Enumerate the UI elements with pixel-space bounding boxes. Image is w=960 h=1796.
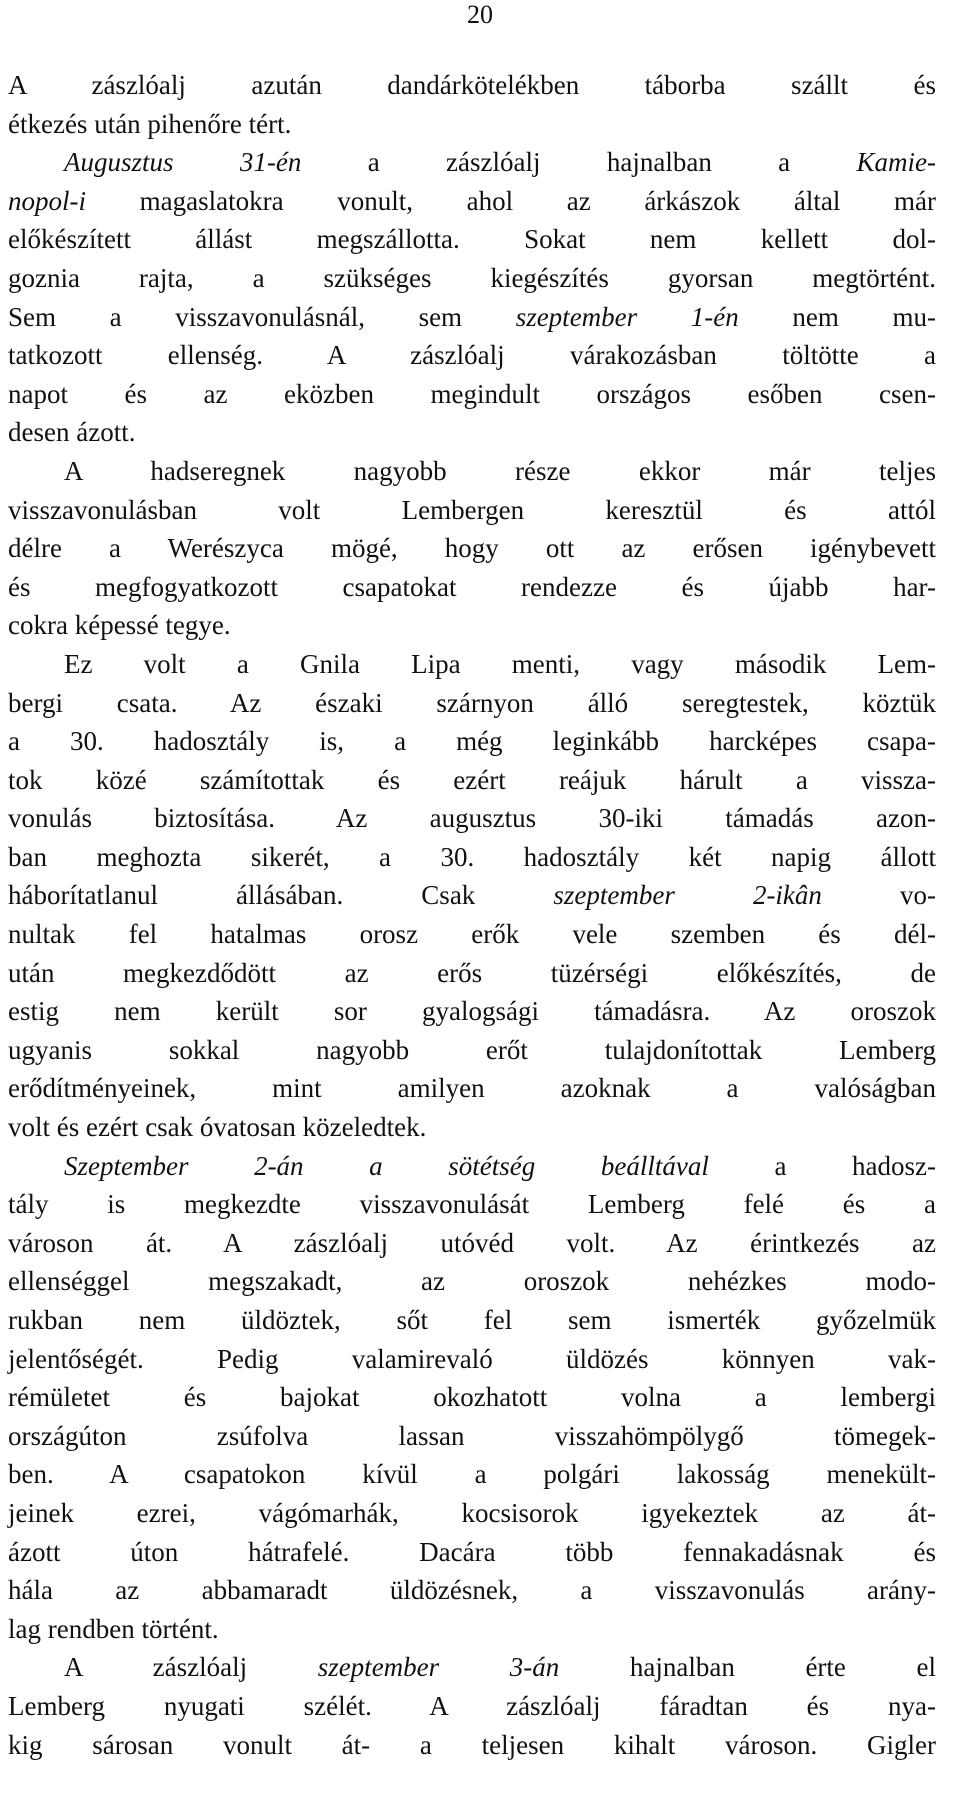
text-line [8, 915, 936, 954]
text-line [8, 1340, 936, 1379]
text-segment: után megkezdődött az erős tüzérségi előkészítés, de [8, 957, 936, 988]
text-segment: étkezés után pihenőre tért. [8, 108, 292, 139]
text-line [8, 761, 936, 800]
italic-text-segment: Szeptember 2-án a sötétség beálltával [64, 1150, 709, 1181]
text-segment: tatkozott ellenség. A zászlóalj várakozásban töltötte a [8, 340, 936, 371]
text-line [8, 568, 936, 607]
text-segment: városon át. A zászlóalj utóvéd volt. Az érintkezés az [8, 1227, 936, 1258]
text-segment: Lemberg nyugati szélét. A zászlóalj fáradtan és nya- [8, 1690, 936, 1721]
page-number: 20 [467, 0, 493, 29]
text-segment: a 30. hadosztály is, a még leginkább harcképes csapa- [8, 726, 936, 757]
text-segment: nultak fel hatalmas orosz erők vele szemben és dél- [8, 919, 936, 950]
document-body [8, 66, 936, 1764]
text-segment: országúton zsúfolva lassan visszahömpölygő tömegek- [8, 1420, 936, 1451]
text-segment: A hadseregnek nagyobb része ekkor már teljes [64, 455, 936, 486]
text-line [8, 799, 936, 838]
text-line [8, 1031, 936, 1070]
text-line [8, 220, 936, 259]
text-line [8, 529, 936, 568]
text-segment: A zászlóalj [64, 1652, 318, 1683]
text-line [8, 1687, 936, 1726]
text-line [8, 182, 936, 221]
text-segment: Ez volt a Gnila Lipa menti, vagy második Lem- [64, 648, 936, 679]
text-line [8, 1533, 936, 1572]
text-segment: a hadosz- [708, 1150, 937, 1181]
italic-text-segment: nopol-i [8, 185, 86, 216]
italic-text-segment: szeptember 2-ikân [553, 880, 822, 911]
text-segment: Sem a visszavonulásnál, sem [8, 301, 516, 332]
text-line [8, 1262, 936, 1301]
text-line [8, 1571, 936, 1610]
text-line [8, 992, 936, 1031]
text-line [8, 722, 936, 761]
text-line [8, 375, 936, 414]
text-segment: erődítményeinek, mint amilyen azoknak a valóságban [8, 1073, 936, 1104]
text-line [8, 1494, 936, 1533]
italic-text-segment: Kamie- [856, 147, 936, 178]
text-segment: lag rendben történt. [8, 1613, 219, 1644]
text-segment: hajnalban érte el [559, 1652, 936, 1683]
text-segment: estig nem került sor gyalogsági támadásra. Az oroszok [8, 996, 936, 1027]
text-line [8, 259, 936, 298]
text-segment: jeinek ezrei, vágómarhák, kocsisorok igyekeztek az át- [8, 1497, 936, 1528]
text-line [8, 66, 936, 105]
text-segment: ban meghozta sikerét, a 30. hadosztály két napig állott [8, 841, 936, 872]
text-segment: A zászlóalj azután dandárkötelékben táborba szállt és [8, 70, 936, 100]
text-segment: ázott úton hátrafelé. Dacára több fennakadásnak és [8, 1536, 936, 1567]
text-segment: visszavonulásban volt Lembergen keresztül és attól [8, 494, 936, 525]
text-line [8, 452, 936, 491]
text-line [8, 1224, 936, 1263]
text-line [8, 1108, 936, 1147]
text-line [8, 1378, 936, 1417]
text-segment: cokra képessé tegye. [8, 610, 231, 641]
text-segment: ellenséggel megszakadt, az oroszok nehézkes modo- [8, 1266, 936, 1297]
text-segment: nem mu- [738, 301, 936, 332]
text-line [8, 1417, 936, 1456]
text-segment: vonulás biztosítása. Az augusztus 30-iki támadás azon- [8, 803, 936, 834]
text-segment: magaslatokra vonult, ahol az árkászok által már [86, 185, 936, 216]
text-segment: tály is megkezdte visszavonulását Lemberg felé és a [8, 1189, 936, 1220]
text-line [8, 1301, 936, 1340]
text-segment: délre a Werészyca mögé, hogy ott az erősen igénybevett [8, 533, 936, 564]
text-line [8, 336, 936, 375]
text-segment: előkészített állást megszállotta. Sokat nem kellett dol- [8, 224, 936, 255]
text-segment: rémületet és bajokat okozhatott volna a lembergi [8, 1382, 936, 1413]
text-segment: hála az abbamaradt üldözésnek, a visszavonulás arány- [8, 1575, 936, 1606]
text-segment: bergi csata. Az északi szárnyon álló seregtestek, köztük [8, 687, 936, 718]
text-line [8, 1648, 936, 1687]
text-line [8, 1147, 936, 1186]
text-segment: volt és ezért csak óvatosan közeledtek. [8, 1112, 427, 1143]
italic-text-segment: szeptember 3-án [317, 1652, 560, 1683]
text-segment: háborítatlanul állásában. Csak [8, 880, 554, 911]
text-line [8, 1610, 936, 1649]
text-segment: rukban nem üldöztek, sőt fel sem ismerték győzelmük [8, 1305, 936, 1335]
text-line [8, 298, 936, 337]
text-line [8, 1185, 936, 1224]
text-segment: ugyanis sokkal nagyobb erőt tulajdonítottak Lemberg [8, 1034, 936, 1065]
text-line [8, 491, 936, 530]
italic-text-segment: Augusztus 31-én [64, 147, 302, 178]
text-segment: a zászlóalj hajnalban a [301, 147, 857, 178]
text-line [8, 1726, 936, 1765]
text-segment: desen ázott. [8, 417, 136, 448]
text-line [8, 876, 936, 915]
text-line [8, 105, 936, 144]
text-line [8, 143, 936, 182]
text-segment: és megfogyatkozott csapatokat rendezze és újabb har- [8, 571, 936, 602]
text-line [8, 606, 936, 645]
text-line [8, 684, 936, 723]
text-segment: jelentőségét. Pedig valamirevaló üldözés könnyen vak- [8, 1343, 936, 1374]
italic-text-segment: szeptember 1-én [515, 301, 739, 332]
text-line [8, 838, 936, 877]
text-line [8, 1455, 936, 1494]
text-segment: vo- [821, 880, 936, 911]
text-segment: goznia rajta, a szükséges kiegészítés gyorsan megtörtént. [8, 262, 936, 293]
text-line [8, 413, 936, 452]
text-segment: ben. A csapatokon kívül a polgári lakosság menekült- [8, 1459, 936, 1490]
text-line [8, 954, 936, 993]
text-segment: napot és az eközben megindult országos esőben csen- [8, 378, 936, 409]
text-segment: tok közé számítottak és ezért reájuk hárult a vissza- [8, 764, 936, 795]
text-segment: kig sárosan vonult át- a teljesen kihalt városon. Gigler [8, 1729, 936, 1760]
text-line [8, 1069, 936, 1108]
text-line [8, 645, 936, 684]
